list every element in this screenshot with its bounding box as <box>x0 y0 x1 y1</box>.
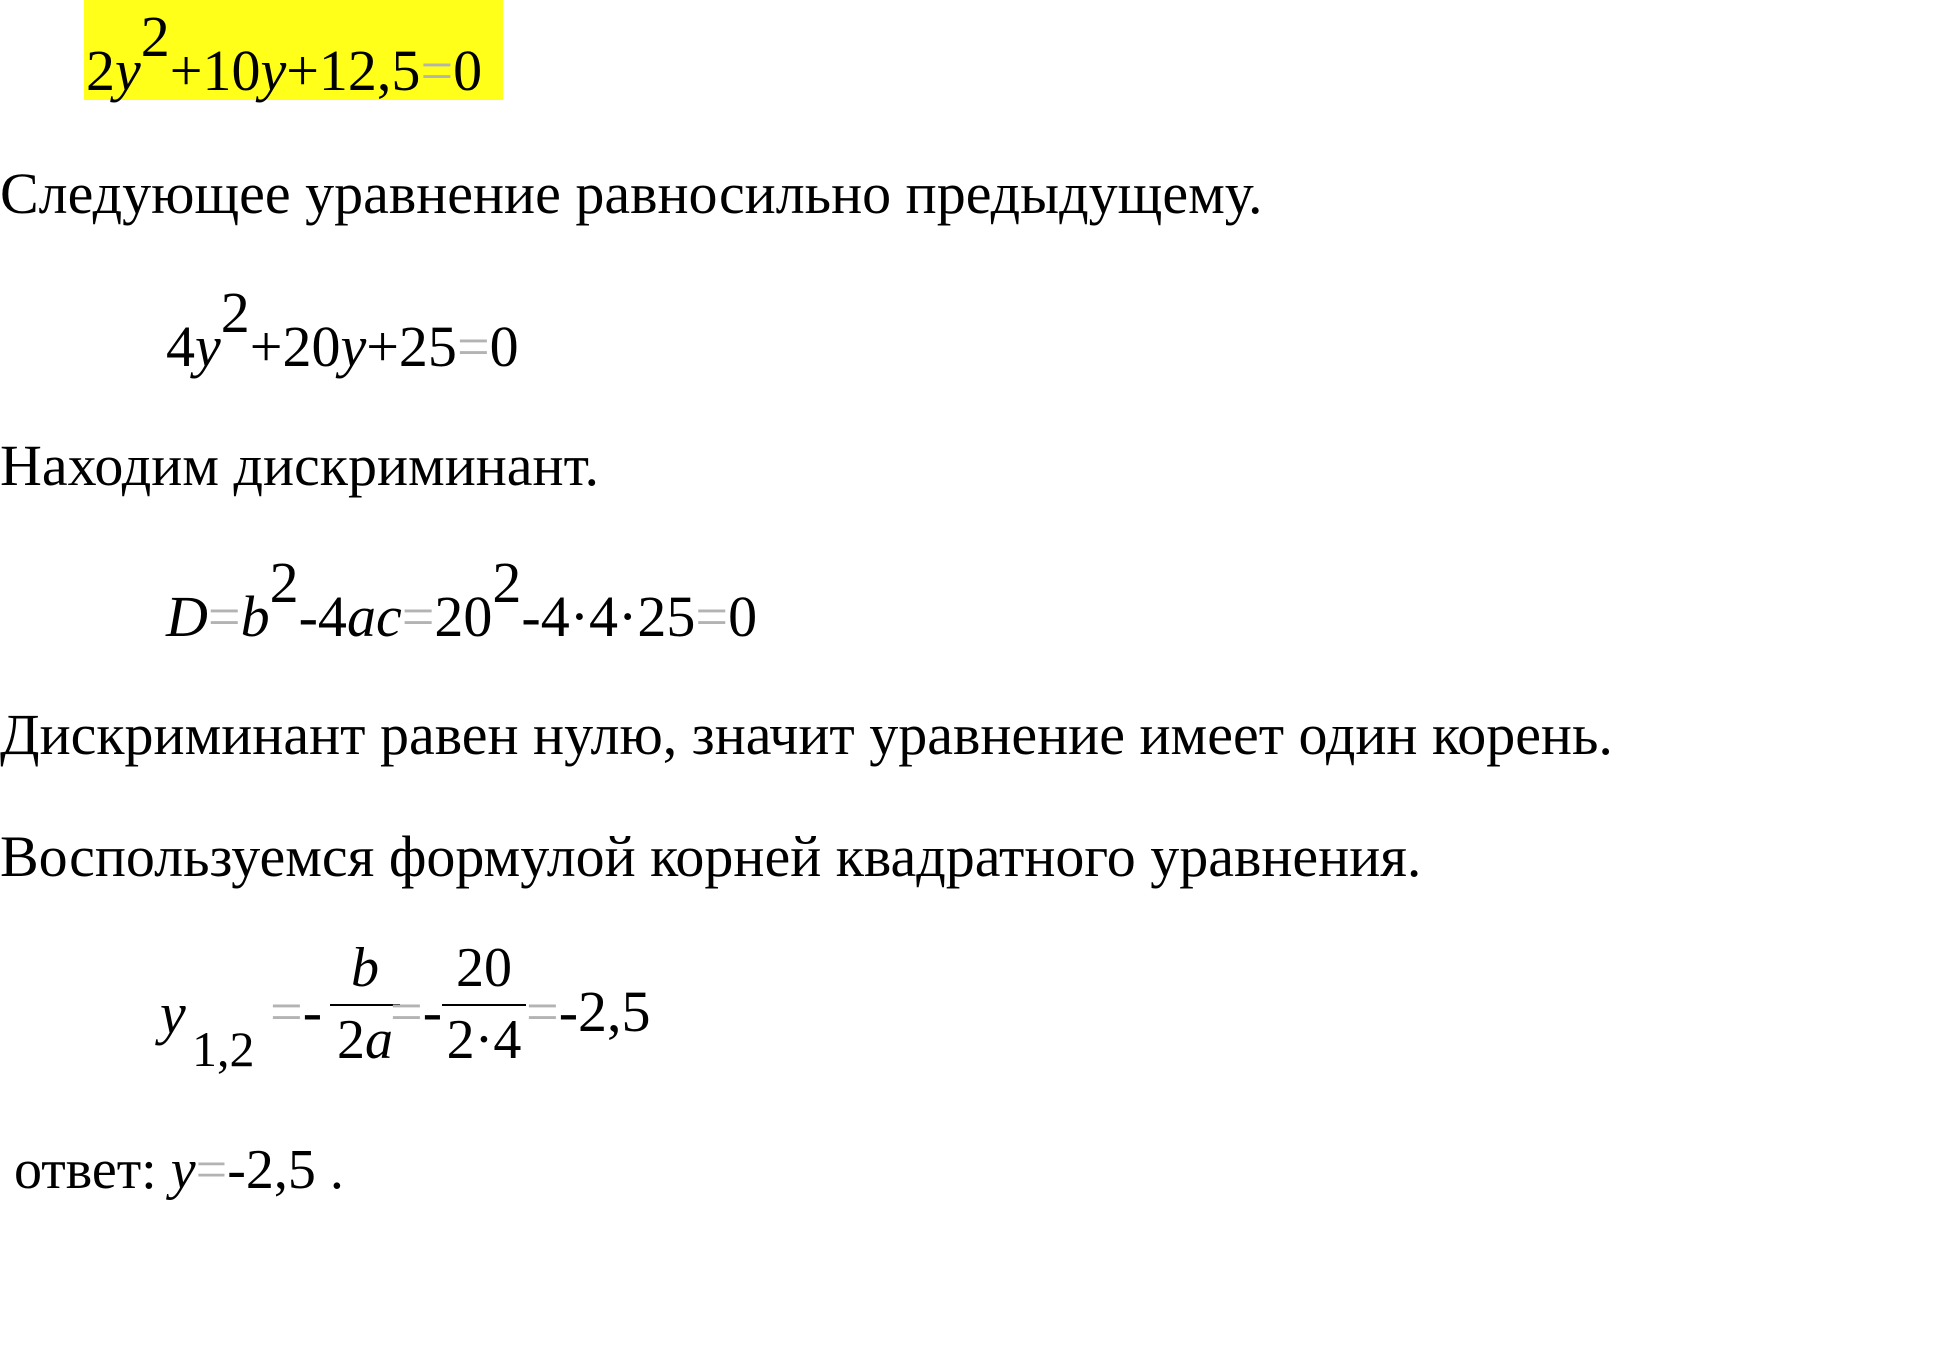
eq1-rest2: +12,5 <box>286 38 421 103</box>
frac1-numerator-var: b <box>351 937 379 999</box>
eq2-var: y <box>195 314 221 379</box>
text-find-discriminant: Находим дискриминант. <box>0 433 600 498</box>
roots-var: y <box>160 981 186 1046</box>
eq2-exp: 2 <box>220 280 250 345</box>
eq2-coef: 4 <box>166 314 195 379</box>
roots-fraction-2 <box>442 937 526 1071</box>
roots-equals-minus-2 <box>390 978 442 1045</box>
disc-rhs: 0 <box>728 584 758 649</box>
roots-result-group <box>526 978 651 1045</box>
eq2-rest2: +25 <box>366 314 457 379</box>
eq1-var: y <box>115 38 141 103</box>
eq2-equals: = <box>456 314 490 379</box>
eq2-rhs: 0 <box>489 314 519 379</box>
eq1-equals: = <box>420 38 454 103</box>
eq1-rest1: +10 <box>169 38 261 103</box>
disc-D: D <box>166 584 208 649</box>
disc-mid: -4 <box>298 584 347 649</box>
answer-line <box>14 1138 344 1202</box>
roots-subscript: 1,2 <box>192 1021 255 1077</box>
text-equivalent-equation: Следующее уравнение равносильно предыдущему. <box>0 161 1263 226</box>
frac2-bar <box>442 1004 526 1006</box>
text-use-formula: Воспользуемся формулой корней квадратного уравнения. <box>0 824 1422 889</box>
roots-equals-minus-1 <box>270 978 322 1045</box>
equation-original <box>86 4 483 103</box>
disc-exp-2: 2 <box>492 550 522 615</box>
eq1-rhs: 0 <box>453 38 483 103</box>
equation-equivalent <box>166 280 519 379</box>
frac2-numerator: 20 <box>456 937 512 999</box>
eq1-var2: y <box>260 38 287 103</box>
answer-dot: . <box>329 1139 344 1201</box>
disc-ac: ac <box>346 584 402 649</box>
eq1-coef: 2 <box>86 38 115 103</box>
roots-result: -2,5 <box>558 979 651 1044</box>
eq2-rest1: +20 <box>249 314 341 379</box>
answer-var: y <box>170 1139 196 1201</box>
disc-equals-1: = <box>207 584 241 649</box>
frac2-denominator: 2·4 <box>446 1009 522 1071</box>
disc-b: b <box>240 584 270 649</box>
disc-base: 20 <box>434 584 493 649</box>
eq2-var2: y <box>340 314 367 379</box>
disc-equals-3: = <box>695 584 729 649</box>
text-discriminant-zero: Дискриминант равен нулю, значит уравнение имеет один корень. <box>0 702 1613 767</box>
roots-minus-2: - <box>422 979 443 1044</box>
disc-tail: -4·4·25 <box>521 584 696 649</box>
roots-equals-2: = <box>390 979 423 1044</box>
disc-equals-2: = <box>401 584 435 649</box>
eq1-exp: 2 <box>140 4 170 69</box>
frac1-den-var: a <box>365 1009 393 1071</box>
answer-equals: = <box>195 1139 228 1201</box>
frac1-den-num: 2 <box>337 1009 365 1071</box>
answer-value: -2,5 <box>227 1139 316 1201</box>
roots-equals-3: = <box>526 979 559 1044</box>
roots-minus-1: - <box>302 979 323 1044</box>
disc-exp-1: 2 <box>269 550 299 615</box>
roots-equals-1: = <box>270 979 303 1044</box>
equation-discriminant <box>166 550 758 649</box>
answer-label: ответ: <box>14 1139 157 1201</box>
